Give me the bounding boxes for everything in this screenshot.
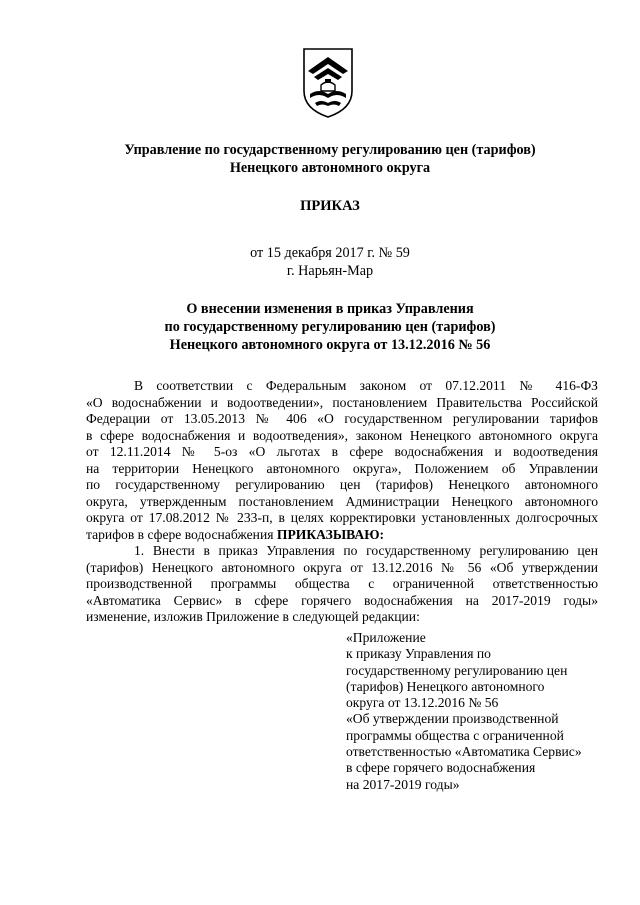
text-line: по государственному регулированию цен (тарифов) Ненецкого автономного (86, 477, 598, 492)
subject-line: О внесении изменения в приказ Управления (186, 301, 474, 317)
text-line: изменение, изложив Приложение в следующей редакции: (86, 609, 420, 624)
appendix-line: ответственностью «Автоматика Сервис» (346, 744, 582, 760)
subject-line: Ненецкого автономного округа от 13.12.2016 № 56 (169, 337, 491, 353)
text-line: 1. Внести в приказ Управления по государственному регулированию цен (134, 543, 598, 558)
appendix-line: государственному регулированию цен (346, 662, 568, 678)
document-type: ПРИКАЗ (300, 198, 360, 214)
appendix-line: на 2017-2019 годы» (346, 776, 460, 792)
place: г. Нарьян-Мар (286, 263, 374, 279)
appendix-line: «Приложение (346, 630, 426, 645)
text-line (86, 527, 598, 544)
preamble-paragraph (86, 378, 598, 543)
text-line: В соответствии с Федеральным законом от 07.12.2011 № 416-ФЗ (134, 378, 598, 393)
organization-name (60, 141, 600, 177)
date-number: от 15 декабря 2017 г. № 59 (250, 245, 410, 261)
subject-line: по государственному регулированию цен (тарифов) (164, 319, 496, 335)
org-line: Ненецкого автономного округа (229, 160, 431, 176)
appendix-line: округа от 13.12.2016 № 56 (346, 695, 499, 711)
date-block (60, 244, 600, 280)
text-line: на территории Ненецкого автономного округа», Положением об Управлении (86, 460, 598, 476)
appendix-line: к приказу Управления по (346, 646, 491, 662)
text-line: округа от 17.08.2012 № 233-п, в целях корректировки установленных долгосрочных (86, 510, 598, 525)
text-fragment: тарифов в сфере водоснабжения (86, 526, 277, 542)
text-line: от 12.11.2014 № 5-оз «О льготах в сфере водоснабжения и водоотведения (86, 444, 598, 459)
org-line: Управление по государственному регулированию цен (тарифов) (124, 142, 536, 158)
coat-of-arms-icon (301, 47, 355, 119)
document-subject (60, 300, 600, 354)
text-line: «Автоматика Сервис» в сфере горячего водоснабжения на 2017-2019 годы» (86, 592, 598, 608)
order-word: ПРИКАЗЫВАЮ: (276, 526, 385, 542)
text-line: «О водоснабжении и водоотведении», постановлением Правительства Российской (86, 394, 598, 410)
appendix-line: «Об утверждении производственной (346, 711, 559, 727)
text-line: производственной программы общества с ограниченной ответственностью (86, 576, 598, 591)
text-line: (тарифов) Ненецкого автономного округа от 13.12.2016 № 56 «Об утверждении (86, 559, 598, 575)
appendix-line: (тарифов) Ненецкого автономного (346, 678, 545, 694)
appendix-reference (346, 630, 582, 793)
text-line: округа, утвержденным постановлением Администрации Ненецкого автономного (86, 493, 598, 509)
item-1-paragraph (86, 543, 598, 626)
text-line: в сфере водоснабжения и водоотведения», законом Ненецкого автономного округа (86, 427, 598, 443)
appendix-line: в сфере горячего водоснабжения (346, 760, 536, 776)
appendix-line: программы общества с ограниченной (346, 727, 564, 743)
text-line: Федерации от 13.05.2013 № 406 «О государственном регулировании тарифов (86, 411, 598, 426)
